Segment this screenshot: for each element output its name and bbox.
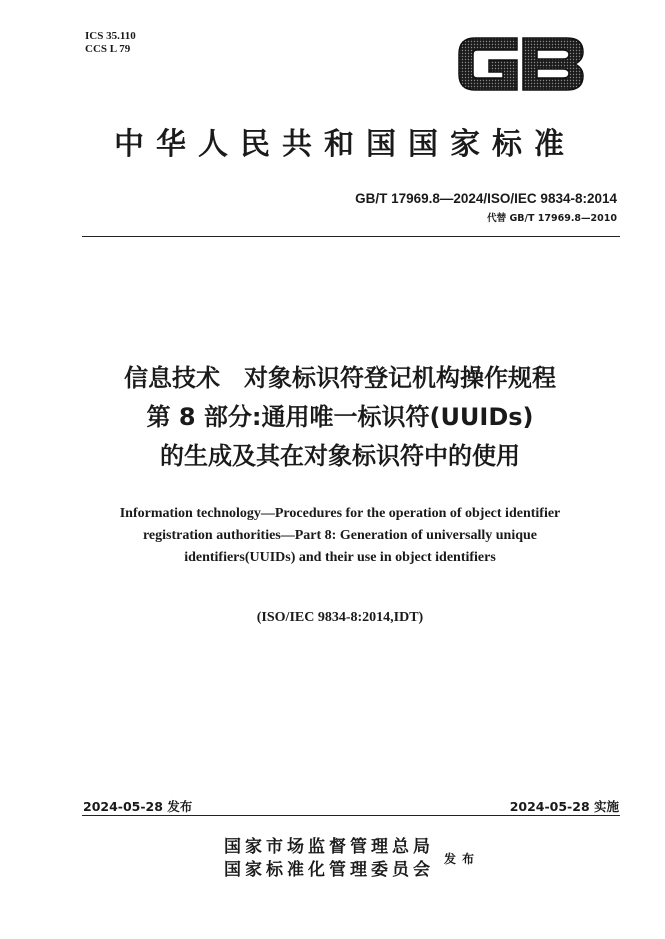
divider-bottom	[82, 815, 620, 816]
chinese-title-line-2: 第 8 部分:通用唯一标识符(UUIDs)	[146, 403, 534, 431]
chinese-title-line-3: 的生成及其在对象标识符中的使用	[160, 442, 520, 470]
ccs-code: CCS L 79	[85, 43, 131, 55]
issuer-2: 国家标准化管理委员会	[224, 860, 434, 880]
ics-code: ICS 35.110	[85, 30, 136, 42]
publish-label: 发布	[444, 852, 481, 866]
divider-top	[82, 236, 620, 237]
gb-logo-icon	[455, 28, 587, 100]
chinese-title-line-1: 信息技术 对象标识符登记机构操作规程	[124, 364, 556, 392]
issue-date: 2024-05-28 发布	[83, 799, 193, 814]
replaces-note: 代替 GB/T 17969.8—2010	[487, 213, 617, 224]
implementation-date: 2024-05-28 实施	[509, 799, 619, 814]
issuer-1: 国家市场监督管理总局	[224, 837, 434, 857]
standard-number: GB/T 17969.8—2024/ISO/IEC 9834-8:2014	[355, 191, 617, 206]
english-title-line-1: Information technology—Procedures for the operation of object identifier	[119, 506, 561, 521]
standard-title: 中华人民共和国国家标准	[114, 127, 576, 162]
english-title-line-3: identifiers(UUIDs) and their use in object identifiers	[184, 550, 496, 565]
english-title-line-2: registration authorities—Part 8: Generation of universally unique	[142, 528, 538, 543]
adoption-note: (ISO/IEC 9834-8:2014,IDT)	[256, 610, 424, 625]
